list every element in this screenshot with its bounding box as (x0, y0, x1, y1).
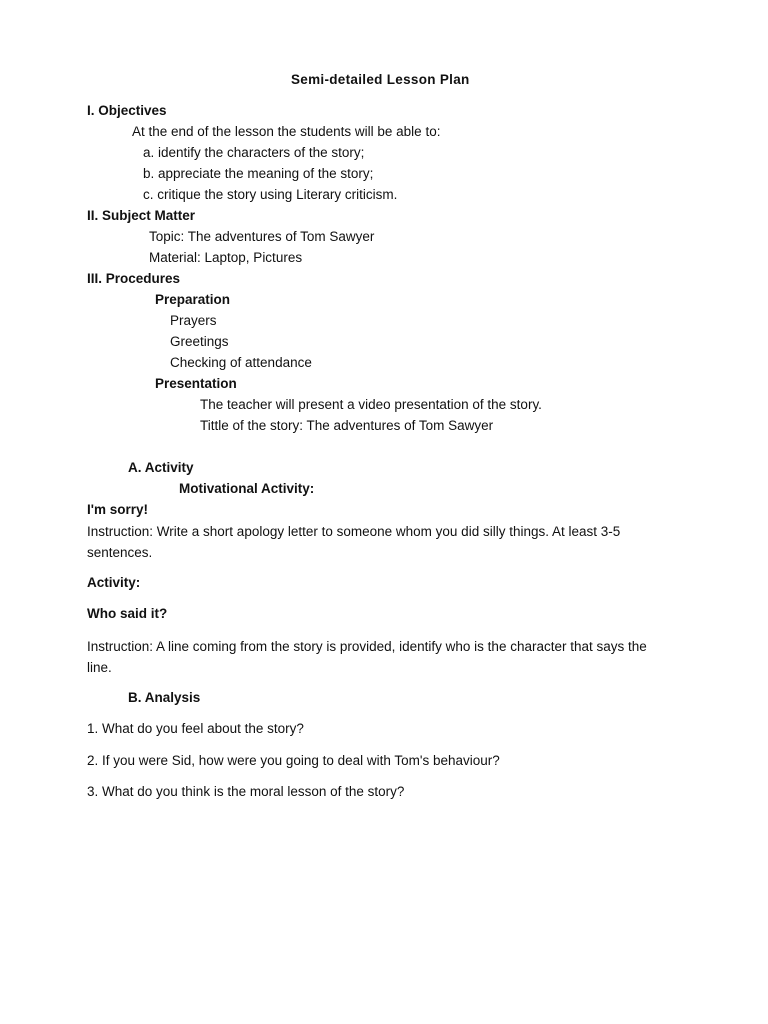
analysis-question: 3. What do you think is the moral lesson of the story? (87, 784, 405, 799)
objective-item: c. critique the story using Literary criticism. (143, 187, 398, 202)
analysis-question: 2. If you were Sid, how were you going to deal with Tom's behaviour? (87, 753, 500, 768)
subject-matter-heading: II. Subject Matter (87, 208, 196, 223)
objectives-heading: I. Objectives (87, 103, 167, 118)
page-title: Semi-detailed Lesson Plan (291, 72, 470, 87)
subject-material: Material: Laptop, Pictures (149, 250, 303, 265)
motivational-activity-heading: Motivational Activity: (179, 481, 315, 496)
presentation-line: Tittle of the story: The adventures of Tom Sawyer (200, 418, 494, 433)
analysis-heading: B. Analysis (128, 690, 201, 705)
motivational-instruction: Instruction: Write a short apology letter to someone whom you did silly things. At least 3-5 sentences. (87, 524, 621, 560)
presentation-heading: Presentation (155, 376, 237, 391)
objective-item: a. identify the characters of the story; (143, 145, 365, 160)
activity-instruction: Instruction: A line coming from the story is provided, identify who is the character that says the line. (87, 639, 647, 675)
activity-label: Activity: (87, 575, 141, 590)
subject-topic: Topic: The adventures of Tom Sawyer (149, 229, 375, 244)
activity-heading: A. Activity (128, 460, 194, 475)
presentation-line: The teacher will present a video presentation of the story. (200, 397, 542, 412)
preparation-heading: Preparation (155, 292, 231, 307)
procedures-heading: III. Procedures (87, 271, 181, 286)
preparation-item: Greetings (170, 334, 229, 349)
preparation-item: Prayers (170, 313, 217, 328)
motivational-activity-title: I'm sorry! (87, 502, 148, 517)
objectives-intro: At the end of the lesson the students will be able to: (132, 124, 441, 139)
objective-item: b. appreciate the meaning of the story; (143, 166, 374, 181)
analysis-question: 1. What do you feel about the story? (87, 721, 304, 736)
activity-title: Who said it? (87, 606, 168, 621)
preparation-item: Checking of attendance (170, 355, 312, 370)
